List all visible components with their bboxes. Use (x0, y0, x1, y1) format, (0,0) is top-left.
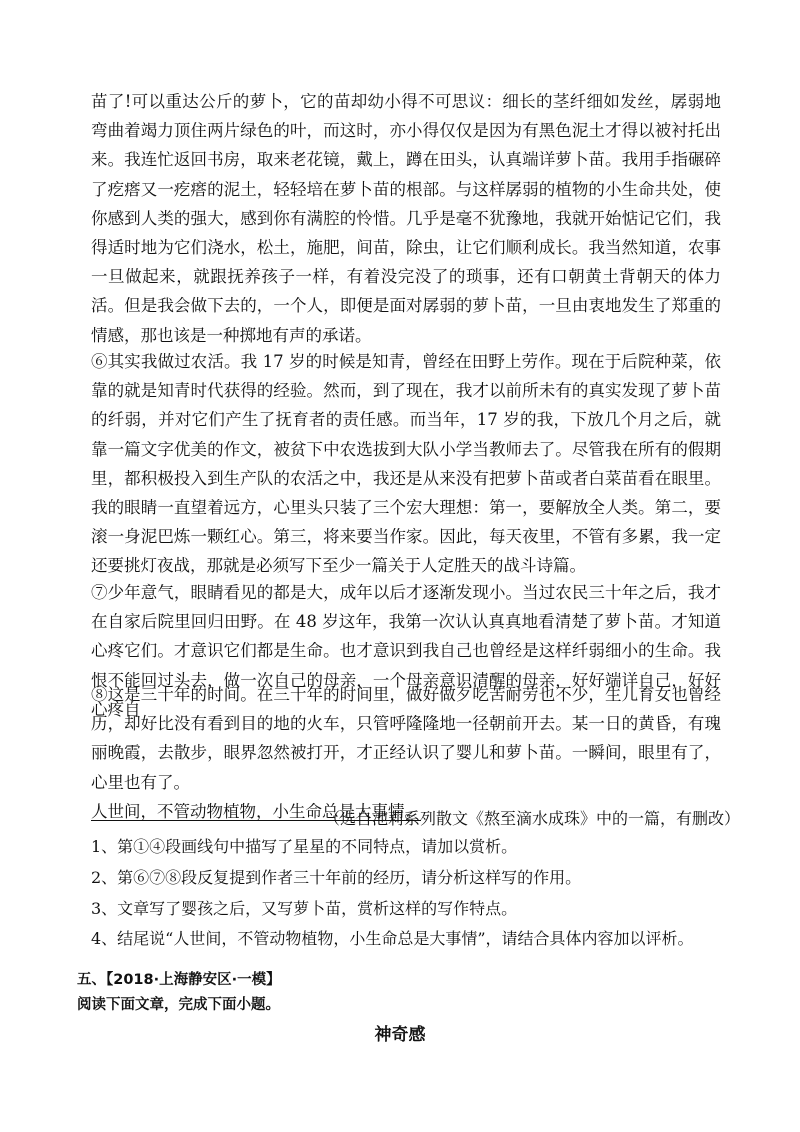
question-3: 3、文章写了婴孩之后，又写萝卜苗，赏析这样的写作特点。 (91, 899, 518, 918)
question-1: 1、第①④段画线句中描写了星星的不同特点，请加以赏析。 (91, 837, 518, 856)
question-2: 2、第⑥⑦⑧段反复提到作者三十年前的经历，请分析这样写的作用。 (91, 868, 582, 887)
paragraph-5-continued: 苗了!可以重达公斤的萝卜，它的苗却幼小得不可思议：细长的茎纤细如发丝，孱弱地弯曲着竭力顶住两片绿色的叶，而这时，亦小得仅仅是因为有黑色泥土才得以被衬托出来。我连忙返回书房，取来老花镜，戴上，蹲在田头，认真端详萝卜苗。我用手指碾碎了疙瘩又一疙瘩的泥土，轻轻培在萝卜苗的根部。与这样孱弱的植物的小生命共处，使你感到人类的强大，感到你有满腔的怜惜。几乎是毫不犹豫地，我就开始惦记它们，我得适时地为它们浇水，松土，施肥，间苗，除虫，让它们顺利成长。我当然知道，农事一旦做起来，就跟抚养孩子一样，有着没完没了的琐事，还有口朝黄土背朝天的体力活。但是我会做下去的，一个人，即便是面对孱弱的萝卜苗，一旦由衷地发生了郑重的情感，那也该是一种掷地有声的承诺。 (91, 92, 721, 345)
question-4: 4、结尾说“人世间，不管动物植物，小生命总是大事情”，请结合具体内容加以评析。 (91, 929, 694, 948)
paragraph-8-underlined-sentence: 人世间，不管动物植物，小生命总是大事情。 (91, 801, 421, 821)
section-5-instruction: 阅读下面文章，完成下面小题。 (77, 997, 280, 1013)
section-5-heading: 五、【2018·上海静安区·一模】 (77, 972, 281, 988)
paragraph-8-text: ⑧这是三十年的时间。在三十年的时间里，做好做歹吃苦耐劳也不少，生儿育女也曾经历，却好比没有看到目的地的火车，只管呼隆隆地一径朝前开去。某一日的黄昏，有瑰丽晚霞，去散步，眼界忽然被打开，才正经认识了婴儿和萝卜苗。一瞬间，眼里有了，心里也有了。 (91, 685, 721, 792)
article-title: 神奇感 (374, 1025, 426, 1045)
paragraph-6: ⑥其实我做过农活。我 17 岁的时候是知青，曾经在田野上劳作。现在于后院种菜，依靠的就是知青时代获得的经验。然而，到了现在，我才以前所未有的真实发现了萝卜苗的纤弱，并对它们产生了抚育者的责任感。而当年，17 岁的我，下放几个月之后，就靠一篇文字优美的作文，被贫下中农选拔到大队小学当教师去了。尽管我在所有的假期里，都积极投入到生产队的农活之中，我还是从来没有把萝卜苗或者白菜苗看在眼里。我的眼睛一直望着远方，心里头只装了三个宏大理想：第一，要解放全人类。第二，要滚一身泥巴炼一颗红心。第三，将来要当作家。因此，每天夜里，不管有多累，我一定还要挑灯夜战，那就是必须写下至少一篇关于人定胜天的战斗诗篇。 (91, 352, 721, 576)
source-citation: （选自池莉系列散文《熬至滴水成珠》中的一篇，有删改） (323, 809, 740, 828)
paragraph-8 (91, 680, 721, 826)
paragraph-7: ⑦少年意气，眼睛看见的都是大，成年以后才逐渐发现小。当过农民三十年之后，我才在自家后院里回归田野。在 48 岁这年，我第一次认认真真地看清楚了萝卜苗。才知道心疼它们。才意识它们都是生命。也才意识到我自己也曾经是这样纤弱细小的生命。我恨不能回过头去，做一次自己的母亲，一个母亲意识清醒的母亲，好好端详自己，好好心疼自 (91, 583, 721, 719)
